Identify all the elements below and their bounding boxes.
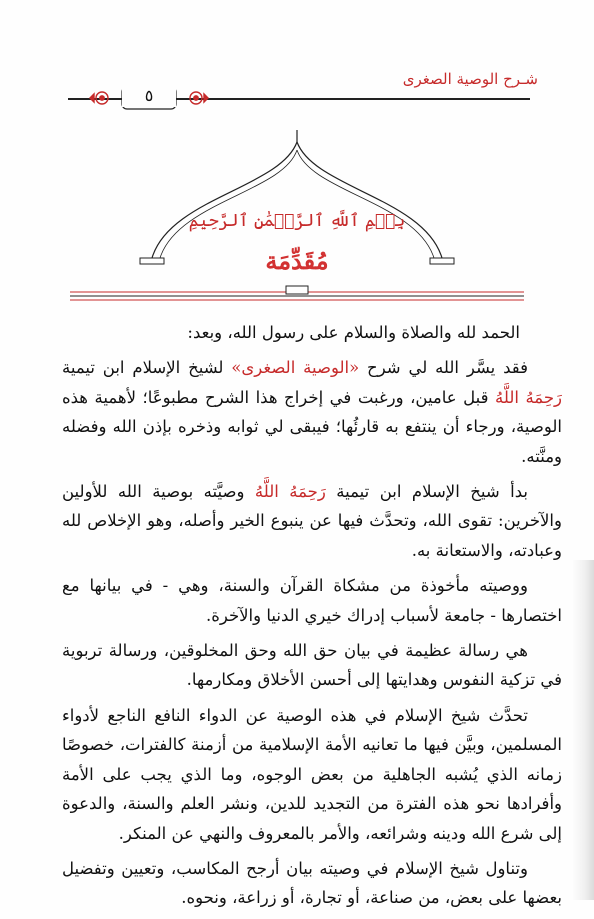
paragraph-text: تحدَّث شيخ الإسلام في هذه الوصية عن الدواء النافع الناجع لأدواء المسلمين، وبيَّن فيها ما تعانيه الأمة الإسلامية من أزمنة كالفترات، خصوصًا زمانه الذي يُشبه الجاهلية من بعض الوجوه، وما الذي يجب على الأمة وأفرادها نحو هذه الفترة من التجديد للدين، ونشر العلم والسنة، والدعوة إلى شرع الله ودينه وشرائعه، والأمر بالمعروف والنهي عن المنكر.	[62, 705, 562, 843]
section-title: مُقَدِّمَة	[265, 246, 329, 275]
running-title: شـرح الوصية الصغرى	[402, 70, 538, 88]
paragraph-text: قبل عامين، ورغبت في إخراج هذا الشرح مطبوعًا؛ لأهمية هذه الوصية، ورجاء أن ينتفع به قارئُها؛ فيبقى لي ثوابه وذخره بإذن الله وفضله ومنَّته.	[62, 387, 562, 466]
running-header	[0, 0, 594, 110]
paragraph	[62, 701, 562, 848]
paragraph	[62, 318, 562, 347]
page-curl-shadow	[572, 560, 594, 900]
paragraph	[62, 854, 562, 913]
page-number: ٥	[122, 85, 176, 107]
highlighted-text: رَحِمَهُ اللَّهُ	[254, 482, 326, 502]
paragraph	[62, 571, 562, 630]
highlighted-text: رَحِمَهُ اللَّهُ	[495, 387, 563, 407]
paragraph	[62, 477, 562, 565]
paragraph-text: هي رسالة عظيمة في بيان حق الله وحق المخلوقين، ورسالة تربوية في تزكية النفوس وهدايتها إلى أحسن الأخلاق ومكارمها.	[62, 641, 562, 690]
paragraph-text: وصيَّته بوصية الله للأولين والآخرين: تقوى الله، وتحدَّث فيها عن ينبوع الخير وأصله، وهو الإخلاص لله وعبادته، والاستعانة به.	[62, 482, 562, 560]
paragraph	[62, 636, 562, 695]
paragraph-text: ووصيته مأخوذة من مشكاة القرآن والسنة، وهي - في بيانها مع اختصارها - جامعة لأسباب إدراك خيري الدنيا والآخرة.	[62, 576, 562, 625]
body-text	[62, 318, 562, 919]
paragraph-text: فقد يسَّر الله لي شرح	[359, 358, 528, 378]
paragraph-text: وتناول شيخ الإسلام في وصيته بيان أرجح المكاسب، وتعيين وتفضيل بعضها على بعض، من صناعة، أو تجارة، أو زراعة، ونحوه.	[62, 858, 562, 908]
paragraph-text: الحمد لله والصلاة والسلام على رسول الله، وبعد:	[187, 323, 520, 342]
paragraph-text: لشيخ الإسلام ابن تيمية	[62, 358, 232, 378]
paragraph-text: بدأ شيخ الإسلام ابن تيمية	[325, 482, 528, 502]
paragraph	[62, 353, 562, 471]
basmala: بِسۡمِ ٱللَّهِ ٱلرَّحۡمَٰنِ ٱلرَّحِيمِ	[188, 211, 406, 231]
highlighted-text: «الوصية الصغرى»	[231, 358, 360, 378]
